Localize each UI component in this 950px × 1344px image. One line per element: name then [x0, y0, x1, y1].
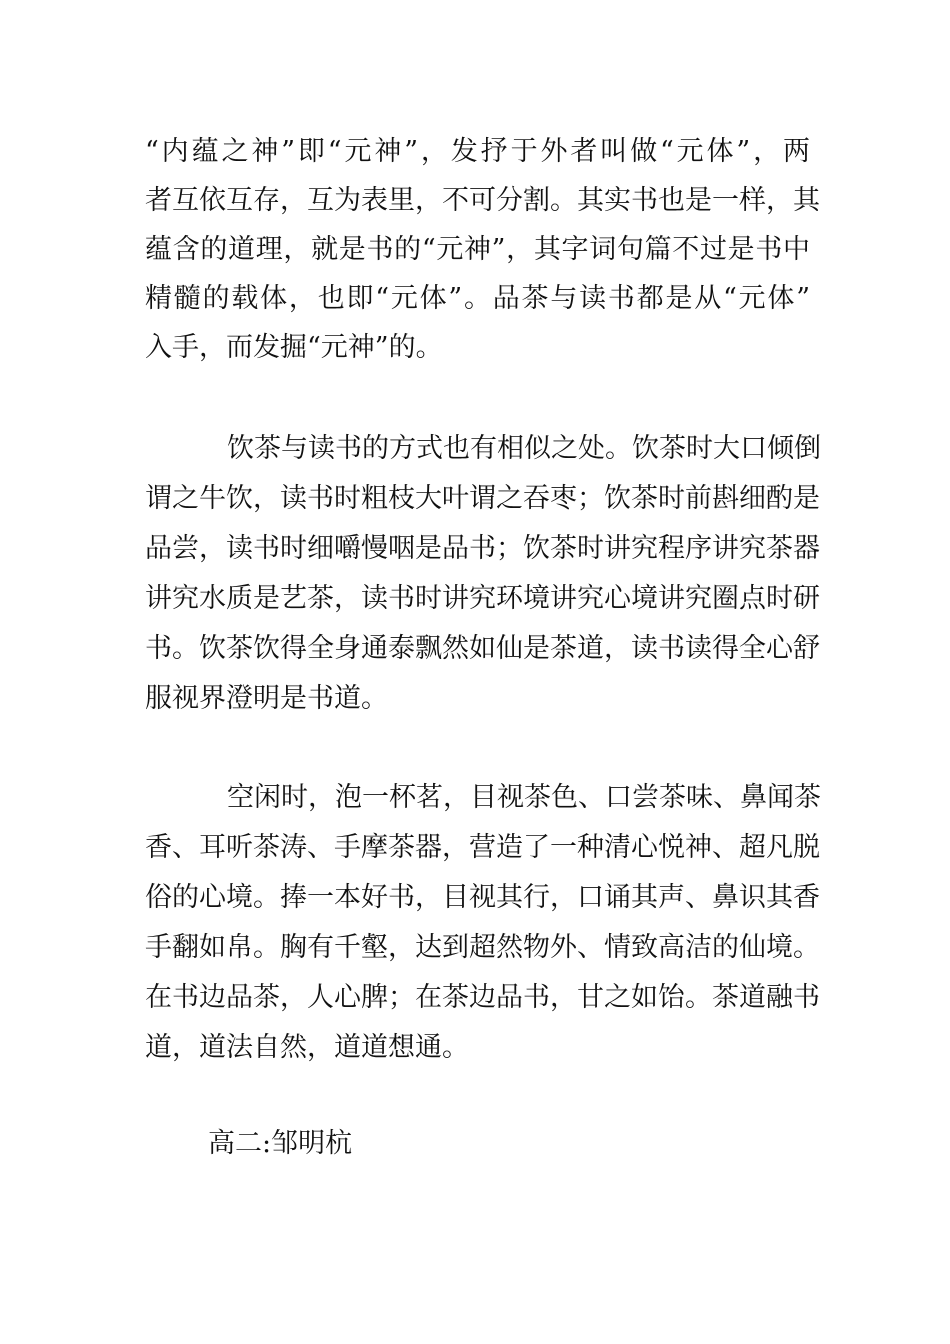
paragraph-3-line-5: 在书边品茶，人心脾；在茶边品书，甘之如饴。茶道融书 [145, 982, 820, 1013]
paragraph-1-line-3: 蕴含的道理，就是书的“元神”，其字词句篇不过是书中 [145, 234, 810, 265]
paragraph-3-line-4: 手翻如帛。胸有千壑，达到超然物外、情致高洁的仙境。 [145, 932, 820, 963]
paragraph-2-line-1: 饮茶与读书的方式也有相似之处。饮茶时大口倾倒 [227, 433, 821, 464]
paragraph-3-line-3: 俗的心境。捧一本好书，目视其行，口诵其声、鼻识其香 [145, 882, 820, 913]
paragraph-2-line-5: 书。饮茶饮得全身通泰飘然如仙是茶道，读书读得全心舒 [145, 633, 820, 664]
paragraph-2-line-6: 服视界澄明是书道。 [145, 683, 388, 714]
paragraph-3-line-6: 道，道法自然，道道想通。 [145, 1032, 469, 1063]
paragraph-2-line-4: 讲究水质是艺茶，读书时讲究环境讲究心境讲究圈点时研 [145, 583, 820, 614]
paragraph-1-line-4: 精髓的载体，也即“元体”。品茶与读书都是从“元体” [145, 283, 810, 314]
paragraph-2-line-2: 谓之牛饮，读书时粗枝大叶谓之吞枣；饮茶时前斟细酌是 [145, 483, 820, 514]
paragraph-3-line-1: 空闲时，泡一杯茗，目视茶色、口尝茶味、鼻闻茶 [227, 782, 821, 813]
author-signature: 高二:邹明杭 [208, 1128, 353, 1159]
paragraph-2-line-3: 品尝，读书时细嚼慢咽是品书；饮茶时讲究程序讲究茶器 [145, 533, 820, 564]
paragraph-1-line-1: “内蕴之神”即“元神”，发抒于外者叫做“元体”，两 [145, 136, 810, 167]
paragraph-1-line-2: 者互依互存，互为表里，不可分割。其实书也是一样，其 [145, 185, 820, 216]
paragraph-3-line-2: 香、耳听茶涛、手摩茶器，营造了一种清心悦神、超凡脱 [145, 832, 820, 863]
paragraph-1-line-5: 入手，而发掘“元神”的。 [145, 332, 443, 363]
